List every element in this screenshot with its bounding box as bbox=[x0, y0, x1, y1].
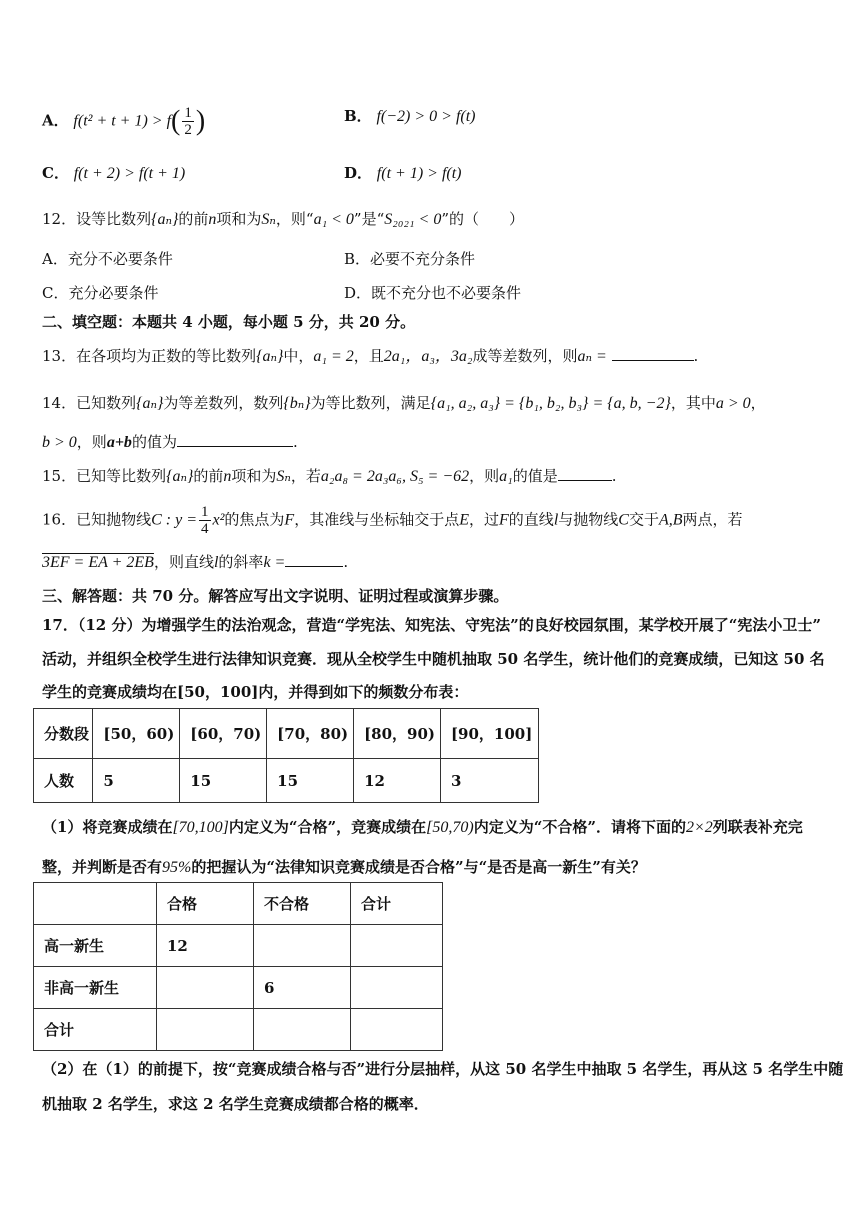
answer-blank bbox=[285, 552, 343, 567]
table-row bbox=[34, 1009, 443, 1051]
table-cell: 不合格 bbox=[254, 883, 351, 925]
table-cell: [70，80) bbox=[267, 709, 354, 759]
q17-line3: 学生的竞赛成绩均在[50，100]内，并得到如下的频数分布表： bbox=[42, 683, 469, 701]
table-cell: [80，90) bbox=[354, 709, 441, 759]
table-cell bbox=[254, 1009, 351, 1051]
table-cell bbox=[351, 1009, 443, 1051]
table-cell bbox=[157, 967, 254, 1009]
fraction: $\frac{1}{2}$ bbox=[184, 105, 192, 138]
q14-stem: 14．已知数列{aₙ}为等差数列，数列{bₙ}为等比数列，满足{a₁, a₂, a₃} = {b₁, b₂, b₃} = {a, b, −2}，其中a > 0， bbox=[42, 394, 766, 412]
answer-blank bbox=[177, 432, 293, 447]
section-heading-fill-blank: 二、填空题：本题共 4 小题，每小题 5 分，共 20 分。 bbox=[42, 313, 416, 331]
answer-blank bbox=[558, 466, 612, 481]
table-row bbox=[34, 883, 443, 925]
q17-part2-line1: （2）在（1）的前提下，按“竞赛成绩合格与否”进行分层抽样，从这 50 名学生中抽取 5 名学生，再从这 5 名学生中随 bbox=[42, 1060, 844, 1078]
option-label: A． bbox=[42, 111, 69, 130]
table-cell: 人数 bbox=[34, 759, 93, 803]
table-cell: 3 bbox=[440, 759, 538, 803]
q11-option-c: C． f(t + 2) > f(t + 1) bbox=[42, 164, 186, 182]
q17-part1: （1）将竞赛成绩在[70,100]内定义为“合格”，竞赛成绩在[50,70)内定义为“不合格”．请将下面的2×2列联表补充完 bbox=[42, 818, 803, 836]
table-cell bbox=[351, 925, 443, 967]
option-expr: f(t + 2) > f(t + 1) bbox=[73, 165, 186, 182]
option-expr: f(t² + t + 1) > f bbox=[73, 112, 172, 130]
table-cell: 非高一新生 bbox=[34, 967, 157, 1009]
table-cell: 15 bbox=[180, 759, 267, 803]
table-cell: [50，60) bbox=[93, 709, 180, 759]
table-cell: 合计 bbox=[351, 883, 443, 925]
table-cell: 12 bbox=[354, 759, 441, 803]
answer-blank bbox=[612, 346, 694, 361]
section-heading-solutions: 三、解答题：共 70 分。解答应写出文字说明、证明过程或演算步骤。 bbox=[42, 587, 509, 605]
q14-stem-line2: b > 0，则a+b的值为 . bbox=[42, 433, 298, 451]
q12-option-b: B．必要不充分条件 bbox=[344, 250, 476, 268]
q11-option-d: D． f(t + 1) > f(t) bbox=[344, 164, 462, 182]
q12-option-a: A．充分不必要条件 bbox=[42, 250, 173, 268]
table-row bbox=[34, 925, 443, 967]
option-expr: f(−2) > 0 > f(t) bbox=[376, 108, 476, 125]
table-cell: 5 bbox=[93, 759, 180, 803]
q15-stem: 15．已知等比数列{aₙ}的前n项和为Sₙ，若a₂a₈ = 2a₃a₆, S₅ = −62，则a₁的值是 . bbox=[42, 467, 617, 485]
q17-line2: 活动，并组织全校学生进行法律知识竞赛．现从全校学生中随机抽取 50 名学生，统计他们的竞赛成绩，已知这 50 名 bbox=[42, 650, 825, 668]
table-cell bbox=[351, 967, 443, 1009]
contingency-table bbox=[33, 882, 443, 1051]
table-cell: [60，70) bbox=[180, 709, 267, 759]
table-cell: 6 bbox=[254, 967, 351, 1009]
table-cell: 合计 bbox=[34, 1009, 157, 1051]
q17-part1-line2: 整，并判断是否有95%的把握认为“法律知识竞赛成绩是否合格”与“是否是高一新生”有关？ bbox=[42, 858, 646, 876]
table-cell: 合格 bbox=[157, 883, 254, 925]
table-cell: 15 bbox=[267, 759, 354, 803]
q12-option-d: D．既不充分也不必要条件 bbox=[344, 284, 522, 302]
q11-option-a: A． f(t² + t + 1) > f( $\frac{1}{2}$ ) bbox=[42, 105, 206, 138]
table-row bbox=[34, 709, 539, 759]
q17-line1: 17．（12 分）为增强学生的法治观念，营造“学宪法、知宪法、守宪法”的良好校园氛围，某学校开展了“宪法小卫士” bbox=[42, 616, 821, 634]
q17-part2-line2: 机抽取 2 名学生，求这 2 名学生竞赛成绩都合格的概率． bbox=[42, 1095, 429, 1113]
table-cell bbox=[254, 925, 351, 967]
q13-stem: 13．在各项均为正数的等比数列{aₙ}中，a₁ = 2，且2a₁，a₃，3a₂成等差数列，则aₙ = . bbox=[42, 347, 699, 365]
table-cell: [90，100] bbox=[440, 709, 538, 759]
fraction: $\frac{1}{4}$ bbox=[201, 504, 209, 537]
option-expr: f(t + 1) > f(t) bbox=[376, 165, 462, 182]
frequency-table bbox=[33, 708, 539, 803]
table-row bbox=[34, 759, 539, 803]
table-cell bbox=[157, 1009, 254, 1051]
table-cell: 分数段 bbox=[34, 709, 93, 759]
q12-stem: 12．设等比数列{aₙ}的前n项和为Sₙ，则“a₁ < 0”是“S₂₀₂₁ < 0”的（ ） bbox=[42, 210, 524, 228]
q16-stem-line2: 3EF = EA + 2EB，则直线l的斜率k = . bbox=[42, 553, 349, 571]
q11-option-b: B． f(−2) > 0 > f(t) bbox=[344, 107, 476, 125]
q16-stem: 16．已知抛物线C : y = $\frac{1}{4}$ x²的焦点为F，其准线与坐标轴交于点E，过F的直线l与抛物线C交于A,B两点，若 bbox=[42, 504, 743, 537]
table-row bbox=[34, 967, 443, 1009]
q12-option-c: C．充分必要条件 bbox=[42, 284, 159, 302]
table-cell: 高一新生 bbox=[34, 925, 157, 967]
table-cell bbox=[34, 883, 157, 925]
table-cell: 12 bbox=[157, 925, 254, 967]
